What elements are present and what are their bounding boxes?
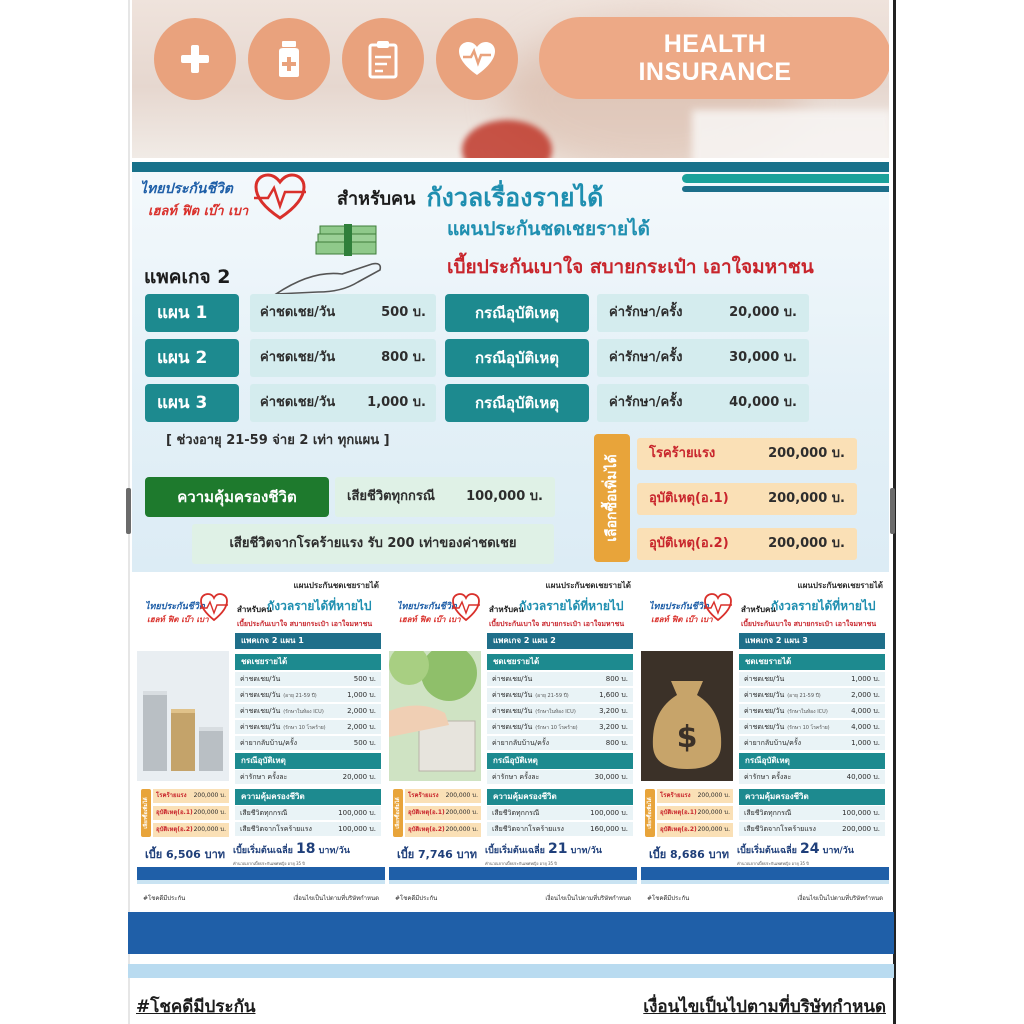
bottom-stripe [128,964,894,978]
logo-line2: เฮลท์ ฟิต เบ๊า เบา [148,204,249,219]
card-big-headline: กังวลรายได้ที่หายไป [771,599,876,613]
addon-value: 200,000 บ. [445,826,478,833]
card-head: แผนประกันชดเชยรายได้ [545,581,631,590]
plan-card [641,575,889,907]
life-illness-cell: เสียชีวิตจากโรคร้ายแรง รับ 200 เท่าของค่าชดเชย [192,524,554,564]
card-section-life: ความคุ้มครองชีวิต [487,789,633,805]
table-row [739,704,885,719]
card-addon-row [405,789,481,803]
card-addon-row [153,789,229,803]
treat-label: ค่ารักษา/ครั้ง [609,305,683,320]
row-label: ค่ายากลับบ้าน/ครั้ง [744,739,801,747]
row-label: ค่าชดเชย/วัน [492,675,533,683]
addon-value: 200,000 บ. [697,809,730,816]
addon-label: อุบัติเหตุ(อ.2) [156,826,193,833]
table-row [739,770,885,785]
row-label-wrap [492,672,535,686]
row-label-wrap [744,672,787,686]
row-value: 160,000 บ. [590,825,628,833]
card-slogan: เบี้ยประกันเบาใจ สบายกระเป๋า เอาใจมหาชน [741,620,877,628]
accident-label: กรณีอุบัติเหตุ [445,384,589,422]
row-label: ค่าชดเชย/วัน [744,675,785,683]
life-death-value: 100,000 บ. [466,489,543,504]
table-row [739,688,885,703]
row-sub: (รักษาในห้อง ICU) [787,709,828,715]
row-label: เสียชีวิตทุกกรณี [240,809,288,817]
card-daily-rate [737,841,854,857]
addon-label: โรคร้ายแรง [660,792,691,799]
table-row [235,704,381,719]
money-hand-icon [272,220,402,300]
card-bottom-bar [137,867,385,880]
hero-photo-blur [692,110,889,158]
hero-title-line1: HEALTH [663,30,767,58]
row-sub: (อายุ 21-59 ปี) [535,693,569,699]
bottom-bar [128,912,894,954]
daily-suffix: บาท/วัน [570,846,602,856]
card-addon-vertical-label [393,789,403,837]
hand-money-image [389,651,481,781]
card-premium: เบี้ย 7,746 บาท [397,848,478,861]
card-bottom-stripe [641,880,889,884]
plan-label: แผน 2 [145,339,239,377]
row-sub: (รักษาในห้อง ICU) [535,709,576,715]
accent-stripe [682,174,889,183]
row-label: ค่าชดเชย/วัน [744,691,785,699]
row-label-wrap [744,688,821,702]
card-head: แผนประกันชดเชยรายได้ [293,581,379,590]
addon-label: โรคร้ายแรง [408,792,439,799]
daily-suffix: บาท/วัน [318,846,350,856]
table-row [235,672,381,687]
row-value: 40,000 บ. [846,773,880,781]
table-row [235,822,381,837]
row-value: 4,000 บ. [851,707,880,715]
main-poster [132,162,889,572]
table-row [739,806,885,821]
table-row [487,806,633,821]
row-label: เสียชีวิตจากโรคร้ายแรง [240,825,312,833]
card-package-title: แพคเกจ 2 แผน 2 [487,633,633,649]
card-addon-row [405,823,481,837]
card-daily-note: คำนวณจากเบี้ยประกันเพศหญิง อายุ 35 ปี [485,861,557,866]
card-section-accident: กรณีอุบัติเหตุ [739,753,885,769]
row-label: เสียชีวิตจากโรคร้ายแรง [492,825,564,833]
card-bottom-bar [641,867,889,880]
addon-label: อุบัติเหตุ(อ.1) [156,809,193,816]
treat-cell [597,339,809,377]
card-section-comp: ชดเชยรายได้ [235,654,381,670]
row-sub: (อายุ 21-59 ปี) [787,693,821,699]
card-addon-row [657,789,733,803]
card-addon-row [657,823,733,837]
row-label: ค่าชดเชย/วัน [492,691,533,699]
addon-cell [637,483,857,515]
row-label-wrap [492,736,552,750]
table-row [235,806,381,821]
row-label-wrap [492,688,569,702]
addon-value: 200,000 บ. [445,809,478,816]
brand-logo [140,168,300,224]
card-foot-hashtag: #โชคดีมีประกัน [647,895,690,902]
row-label-wrap [744,720,830,734]
addon-value: 200,000 บ. [768,446,845,461]
row-value: 1,600 บ. [599,691,628,699]
row-sub: (อายุ 21-59 ปี) [283,693,317,699]
addon-vertical-label [594,434,630,562]
row-label-wrap [240,672,283,686]
row-value: 1,000 บ. [851,739,880,747]
card-lead: สำหรับคน [489,605,524,614]
table-row [739,736,885,751]
row-label: ค่ารักษา ครั้งละ [492,773,540,781]
addon-label-text: เลือกซื้อเพิ่มได้ [604,454,620,542]
card-addon-row [405,806,481,820]
plan-label: แผน 3 [145,384,239,422]
card-daily-rate [233,841,350,857]
row-label-wrap [240,704,324,718]
table-row [487,704,633,719]
headline-big: กังวลเรื่องรายได้ [426,183,604,212]
table-row [739,720,885,735]
card-lead: สำหรับคน [237,605,272,614]
comp-value: 800 บ. [381,350,426,365]
table-row [487,688,633,703]
card-logo-line2: เฮลท์ ฟิต เบ๊า เบา [399,615,461,624]
addon-label: อุบัติเหตุ(อ.2) [408,826,445,833]
addon-label: โรคร้ายแรง [649,446,716,461]
row-value: 2,000 บ. [347,723,376,731]
comp-label: ค่าชดเชย/วัน [260,305,336,320]
card-premium: เบี้ย 6,506 บาท [145,848,226,861]
addon-label: อุบัติเหตุ(อ.1) [649,491,729,506]
card-big-headline: กังวลรายได้ที่หายไป [519,599,624,613]
terms-tagline: เงื่อนไขเป็นไปตามที่บริษัทกำหนด [643,997,886,1017]
card-section-accident: กรณีอุบัติเหตุ [235,753,381,769]
card-logo-line1: ไทยประกันชีวิต [397,602,457,612]
hero-banner [132,0,889,158]
heart-pulse-icon [451,591,481,623]
daily-prefix: เบี้ยเริ่มต้นเฉลี่ย [233,846,293,856]
card-addon-row [657,806,733,820]
life-death-cell [335,477,555,517]
card-premium: เบี้ย 8,686 บาท [649,848,730,861]
row-value: 500 บ. [353,675,376,683]
table-row [487,672,633,687]
logo-line1: ไทยประกันชีวิต [140,181,233,197]
card-bottom-stripe [389,880,637,884]
addon-cell [637,438,857,470]
plan-card [137,575,385,907]
addon-value: 200,000 บ. [768,491,845,506]
table-row [235,770,381,785]
treat-value: 30,000 บ. [729,350,797,365]
row-value: 800 บ. [605,739,628,747]
addon-label: อุบัติเหตุ(อ.1) [660,809,697,816]
accent-stripe [682,186,889,192]
addon-value: 200,000 บ. [697,792,730,799]
daily-value: 18 [296,841,316,857]
plan-comp-cell [250,339,436,377]
row-sub: (รักษา 10 โรคร้าย) [535,725,578,731]
card-daily-note: คำนวณจากเบี้ยประกันเพศหญิง อายุ 35 ปี [737,861,809,866]
card-slogan: เบี้ยประกันเบาใจ สบายกระเป๋า เอาใจมหาชน [489,620,625,628]
daily-suffix: บาท/วัน [822,846,854,856]
row-value: 200,000 บ. [842,825,880,833]
package-title: แพคเกจ 2 [144,266,231,288]
row-value: 2,000 บ. [851,691,880,699]
row-label: ค่าชดเชย/วัน [492,707,533,715]
table-row [487,770,633,785]
money-bag-image [641,651,733,781]
row-label: เสียชีวิตทุกกรณี [492,809,540,817]
heart-pulse-icon [703,591,733,623]
row-label: ค่ายากลับบ้าน/ครั้ง [492,739,549,747]
row-label: ค่าชดเชย/วัน [240,707,281,715]
row-label: ค่าชดเชย/วัน [240,723,281,731]
treat-cell [597,384,809,422]
card-package-title: แพคเกจ 2 แผน 1 [235,633,381,649]
addon-label: อุบัติเหตุ(อ.2) [660,826,697,833]
row-value: 100,000 บ. [842,809,880,817]
row-label: ค่าชดเชย/วัน [744,707,785,715]
row-value: 20,000 บ. [342,773,376,781]
table-row [235,720,381,735]
hero-title-pill [539,17,889,99]
heart-pulse-icon [199,591,229,623]
scroll-left-handle[interactable] [126,488,131,534]
row-label-wrap [492,720,578,734]
life-coverage-label: ความคุ้มครองชีวิต [145,477,329,517]
addon-cell [637,528,857,560]
plan-card [389,575,637,907]
addon-value: 200,000 บ. [193,792,226,799]
accident-label: กรณีอุบัติเหตุ [445,339,589,377]
addon-value: 200,000 บ. [445,792,478,799]
row-label: ค่าชดเชย/วัน [492,723,533,731]
age-note: [ ช่วงอายุ 21-59 จ่าย 2 เท่า ทุกแผน ] [166,433,390,448]
card-bottom-stripe [137,880,385,884]
row-label-wrap [744,736,804,750]
row-label: เสียชีวิตทุกกรณี [744,809,792,817]
table-row [487,822,633,837]
card-addon-row [153,823,229,837]
row-value: 100,000 บ. [338,825,376,833]
card-foot-terms: เงื่อนไขเป็นไปตามที่บริษัทกำหนด [545,895,631,902]
card-addon-vertical-label [645,789,655,837]
comp-value: 1,000 บ. [367,395,426,410]
table-row [487,736,633,751]
addon-label: อุบัติเหตุ(อ.1) [408,809,445,816]
card-lead: สำหรับคน [741,605,776,614]
daily-value: 21 [548,841,568,857]
card-foot-hashtag: #โชคดีมีประกัน [395,895,438,902]
row-value: 1,000 บ. [347,691,376,699]
addon-label: โรคร้ายแรง [156,792,187,799]
addon-value: 200,000 บ. [768,536,845,551]
plan-comp-cell [250,384,436,422]
treat-value: 20,000 บ. [729,305,797,320]
row-value: 500 บ. [353,739,376,747]
table-row [487,720,633,735]
card-addon-label: เลือกซื้อเพิ่มได้ [395,797,401,829]
row-label: ค่ายากลับบ้าน/ครั้ง [240,739,297,747]
row-value: 100,000 บ. [338,809,376,817]
addon-value: 200,000 บ. [697,826,730,833]
row-value: 2,000 บ. [347,707,376,715]
row-value: 1,000 บ. [851,675,880,683]
row-value: 800 บ. [605,675,628,683]
card-section-comp: ชดเชยรายได้ [739,654,885,670]
hashtag-tagline[interactable]: #โชคดีมีประกัน [136,997,256,1017]
table-row [235,736,381,751]
card-section-life: ความคุ้มครองชีวิต [235,789,381,805]
row-label: เสียชีวิตจากโรคร้ายแรง [744,825,816,833]
coin-stacks-image [137,651,229,781]
heart-pulse-icon [436,18,518,100]
hero-title-line2: INSURANCE [638,58,792,86]
treat-value: 40,000 บ. [729,395,797,410]
row-sub: (รักษา 10 โรคร้าย) [283,725,326,731]
row-label: ค่าชดเชย/วัน [744,723,785,731]
card-section-accident: กรณีอุบัติเหตุ [487,753,633,769]
medicine-bottle-icon [248,18,330,100]
row-label-wrap [240,720,326,734]
comp-value: 500 บ. [381,305,426,320]
card-foot-terms: เงื่อนไขเป็นไปตามที่บริษัทกำหนด [797,895,883,902]
row-label-wrap [744,704,828,718]
row-sub: (รักษาในห้อง ICU) [283,709,324,715]
row-value: 100,000 บ. [590,809,628,817]
card-logo-line2: เฮลท์ ฟิต เบ๊า เบา [651,615,713,624]
card-slogan: เบี้ยประกันเบาใจ สบายกระเป๋า เอาใจมหาชน [237,620,373,628]
row-label-wrap [240,688,317,702]
row-label: ค่ารักษา ครั้งละ [744,773,792,781]
card-logo-line1: ไทยประกันชีวิต [649,602,709,612]
heart-pulse-icon [252,172,308,222]
card-addon-row [153,806,229,820]
addon-label: อุบัติเหตุ(อ.2) [649,536,729,551]
card-foot-terms: เงื่อนไขเป็นไปตามที่บริษัทกำหนด [293,895,379,902]
row-label: ค่ารักษา ครั้งละ [240,773,288,781]
treat-cell [597,294,809,332]
row-value: 3,200 บ. [599,723,628,731]
card-head: แผนประกันชดเชยรายได้ [797,581,883,590]
sub-headline: แผนประกันชดเชยรายได้ [447,218,650,240]
card-package-title: แพคเกจ 2 แผน 3 [739,633,885,649]
addon-value: 200,000 บ. [193,809,226,816]
accident-label: กรณีอุบัติเหตุ [445,294,589,332]
comp-label: ค่าชดเชย/วัน [260,350,336,365]
row-value: 4,000 บ. [851,723,880,731]
card-addon-vertical-label [141,789,151,837]
treat-label: ค่ารักษา/ครั้ง [609,350,683,365]
headline-lead: สำหรับคน [337,188,416,210]
card-foot-hashtag: #โชคดีมีประกัน [143,895,186,902]
addon-value: 200,000 บ. [193,826,226,833]
daily-prefix: เบี้ยเริ่มต้นเฉลี่ย [485,846,545,856]
table-row [235,688,381,703]
card-bottom-bar [389,867,637,880]
scroll-right-handle[interactable] [890,488,895,534]
clipboard-icon [342,18,424,100]
plus-icon [154,18,236,100]
card-daily-note: คำนวณจากเบี้ยประกันเพศหญิง อายุ 35 ปี [233,861,305,866]
row-label: ค่าชดเชย/วัน [240,691,281,699]
row-label-wrap [492,704,576,718]
row-label: ค่าชดเชย/วัน [240,675,281,683]
card-logo-line2: เฮลท์ ฟิต เบ๊า เบา [147,615,209,624]
daily-value: 24 [800,841,820,857]
row-label-wrap [240,736,300,750]
row-value: 30,000 บ. [594,773,628,781]
headline [337,178,603,218]
life-death-label: เสียชีวิตทุกกรณี [347,489,435,504]
card-section-comp: ชดเชยรายได้ [487,654,633,670]
slogan: เบี้ยประกันเบาใจ สบายกระเป๋า เอาใจมหาชน [447,256,814,278]
table-row [739,672,885,687]
row-value: 3,200 บ. [599,707,628,715]
daily-prefix: เบี้ยเริ่มต้นเฉลี่ย [737,846,797,856]
card-addon-label: เลือกซื้อเพิ่มได้ [647,797,653,829]
card-big-headline: กังวลรายได้ที่หายไป [267,599,372,613]
plan-label: แผน 1 [145,294,239,332]
comp-label: ค่าชดเชย/วัน [260,395,336,410]
card-section-life: ความคุ้มครองชีวิต [739,789,885,805]
table-row [739,822,885,837]
card-daily-rate [485,841,602,857]
card-logo-line1: ไทยประกันชีวิต [145,602,205,612]
row-sub: (รักษา 10 โรคร้าย) [787,725,830,731]
treat-label: ค่ารักษา/ครั้ง [609,395,683,410]
svg-text:$: $ [676,720,698,755]
card-addon-label: เลือกซื้อเพิ่มได้ [143,797,149,829]
plan-comp-cell [250,294,436,332]
